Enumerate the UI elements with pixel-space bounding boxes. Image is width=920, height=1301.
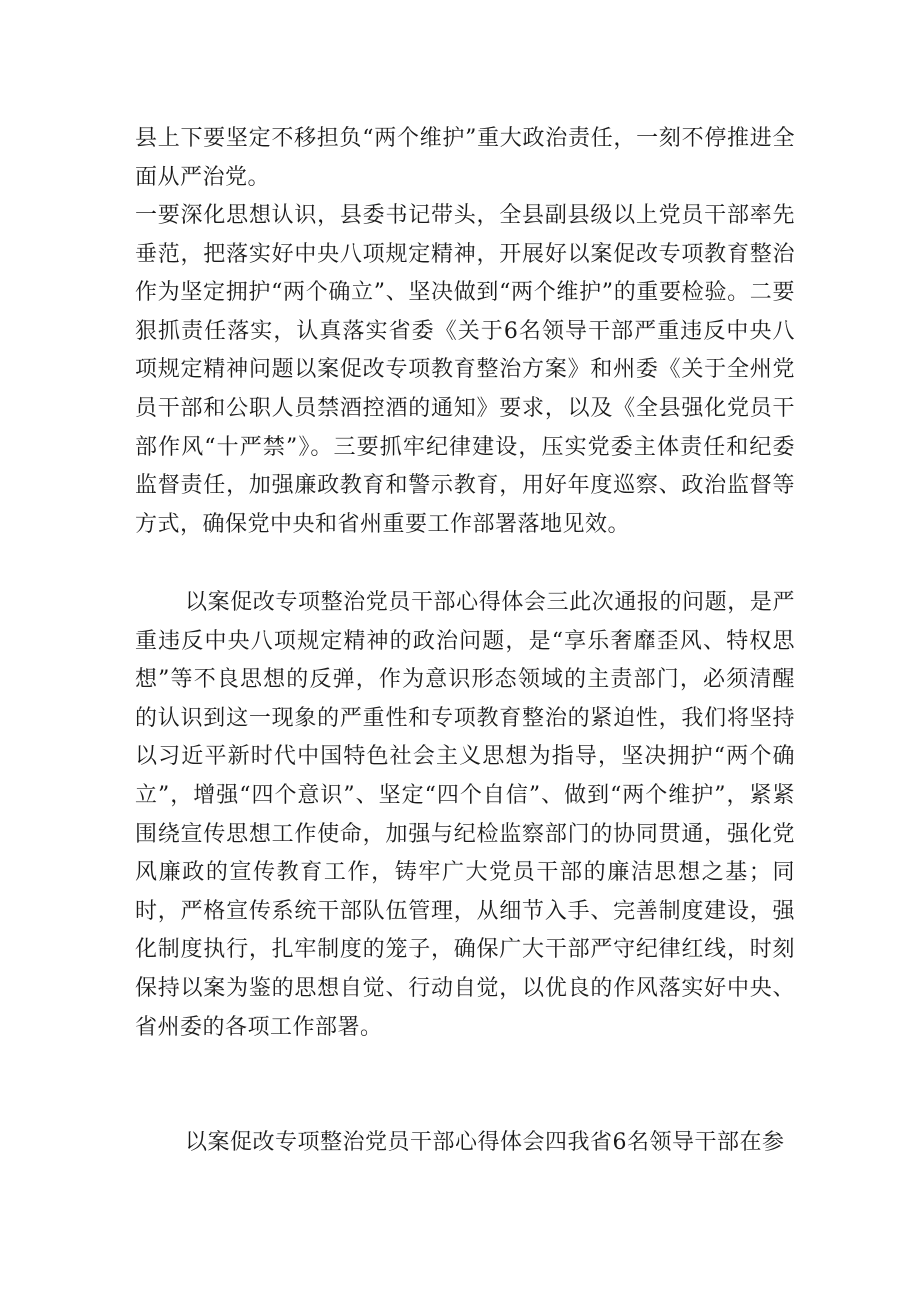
paragraph-4: 以案促改专项整治党员干部心得体会四我省6名领导干部在参 [185, 1130, 785, 1155]
paragraph-1: 县上下要坚定不移担负“两个维护”重大政治责任，一刻不停推进全面从严治党。 [135, 126, 795, 190]
paragraph-2: 一要深化思想认识，县委书记带头，全县副县级以上党员干部率先垂范，把落实好中央八项规定精神，开展好以案促改专项教育整治作为坚定拥护“两个确立”、坚决做到“两个维护”的重要检验。二要狠抓责任落实，认真落实省委《关于6名领导干部严重违反中央八项规定精神问题以案促改专项教育整治方案》和州委《关于全州党员干部和公职人员禁酒控酒的通知》要求，以及《全县强化党员干部作风“十严禁”》。三要抓牢纪律建设，压实党委主体责任和纪委监督责任，加强廉政教育和警示教育，用好年度巡察、政治监督等方式，确保党中央和省州重要工作部署落地见效。 [135, 203, 795, 537]
paragraph-3: 以案促改专项整治党员干部心得体会三此次通报的问题，是严重违反中央八项规定精神的政治问题，是“享乐奢靡歪风、特权思想”等不良思想的反弹，作为意识形态领域的主责部门，必须清醒的认识到这一现象的严重性和专项教育整治的紧迫性，我们将坚持以习近平新时代中国特色社会主义思想为指导，坚决拥护“两个确立”，增强“四个意识”、坚定“四个自信”、做到“两个维护”，紧紧围绕宣传思想工作使命，加强与纪检监察部门的协同贯通，强化党风廉政的宣传教育工作，铸牢广大党员干部的廉洁思想之基；同时，严格宣传系统干部队伍管理，从细节入手、完善制度建设，强化制度执行，扎牢制度的笼子，确保广大干部严守纪律红线，时刻保持以案为鉴的思想自觉、行动自觉，以优良的作风落实好中央、省州委的各项工作部署。 [135, 590, 795, 1040]
